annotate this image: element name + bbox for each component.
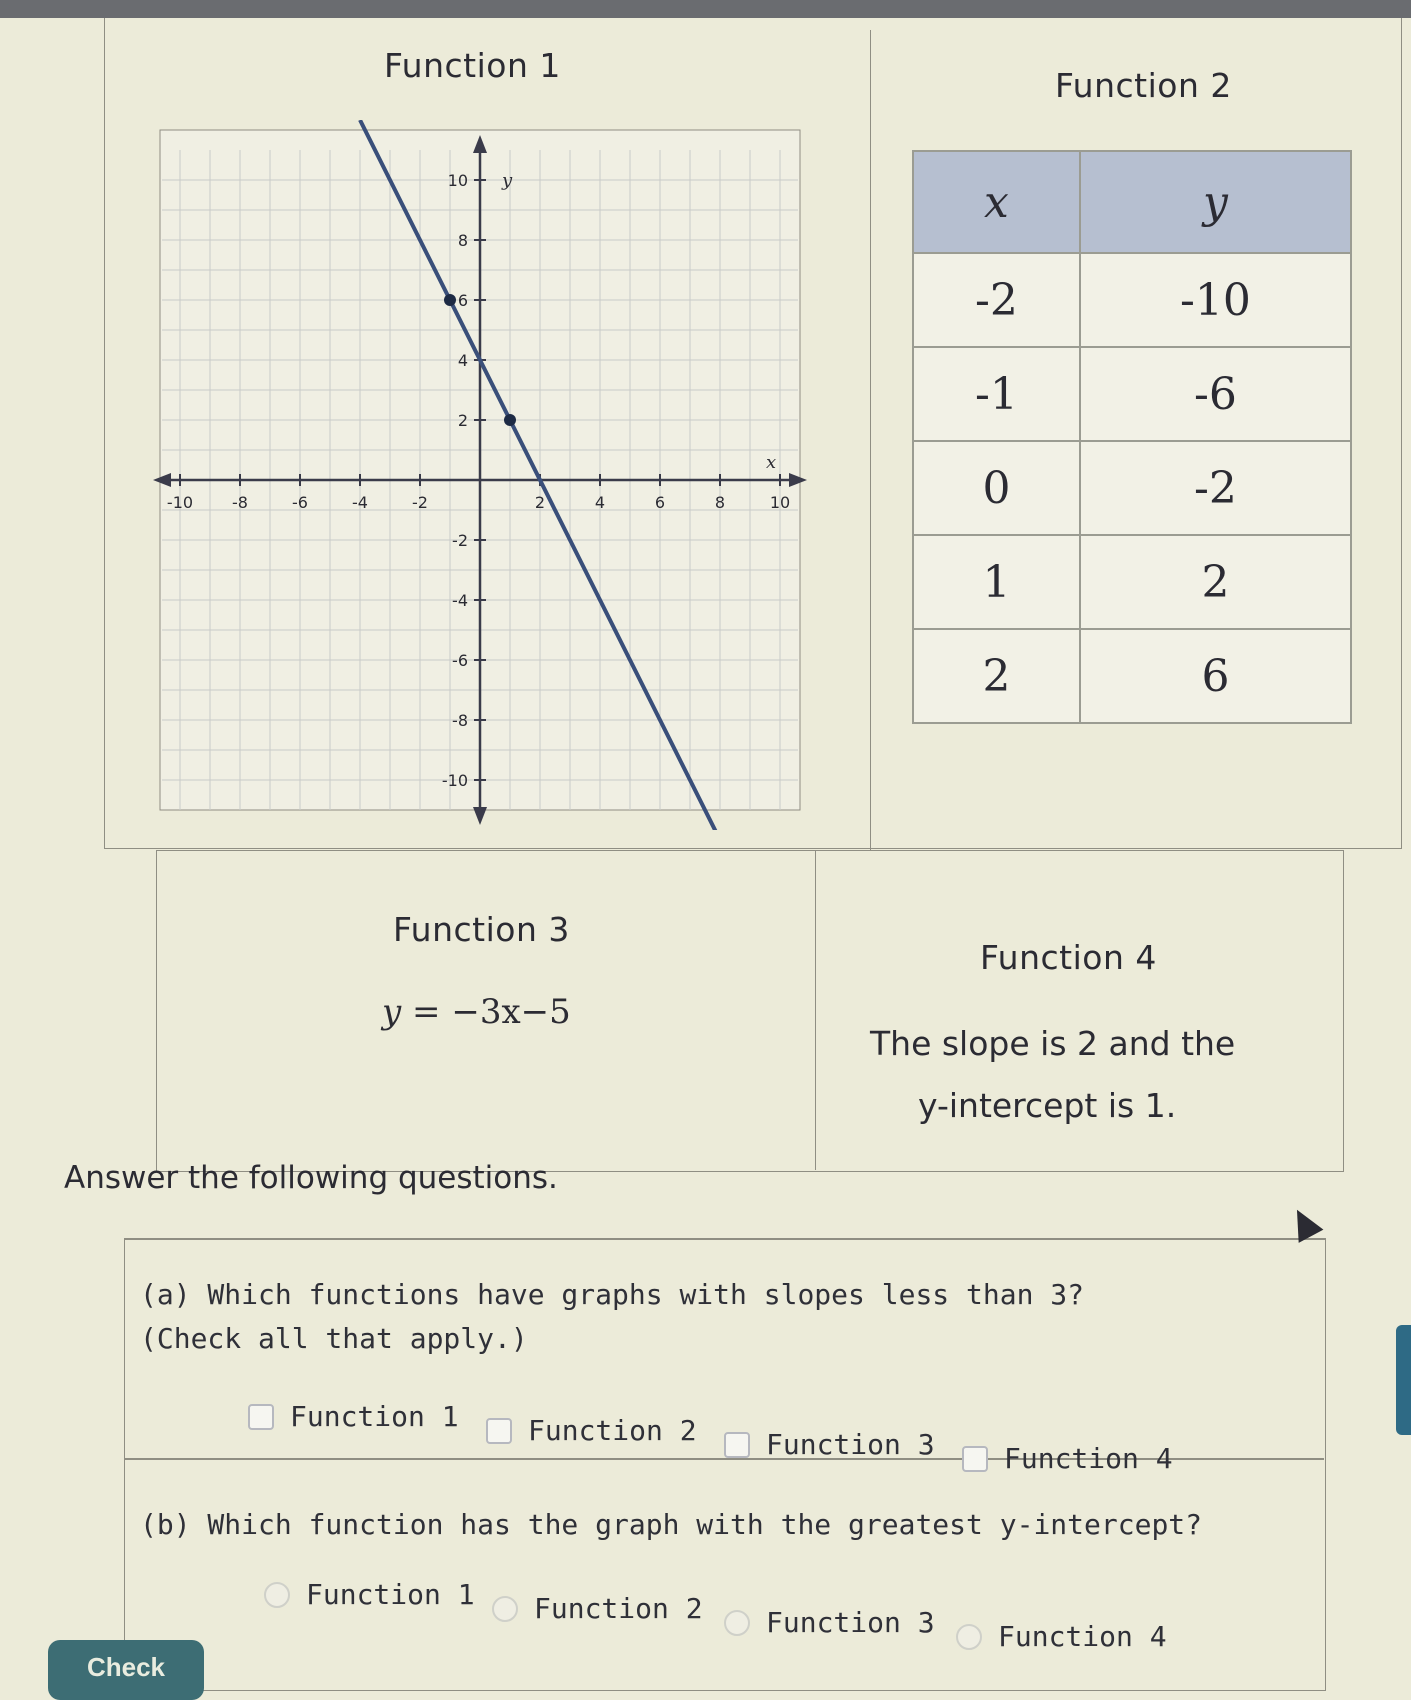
table-header-x: x — [913, 151, 1080, 253]
table-cell: 2 — [1080, 535, 1351, 629]
check-button[interactable]: Check — [48, 1640, 204, 1700]
radio-icon[interactable] — [724, 1610, 750, 1636]
table-cell: 6 — [1080, 629, 1351, 723]
y-tick-label: -8 — [452, 711, 468, 730]
radio-label: Function 1 — [306, 1578, 475, 1611]
function-divider-vertical-2 — [815, 850, 816, 1170]
table-header-y: y — [1080, 151, 1351, 253]
table-cell: -1 — [913, 347, 1080, 441]
table-cell: -10 — [1080, 253, 1351, 347]
equation-equals: = — [412, 992, 441, 1032]
table-cell: -6 — [1080, 347, 1351, 441]
y-tick-label: -10 — [441, 771, 468, 790]
y-tick-label: 4 — [457, 351, 468, 370]
function4-line2: y-intercept is 1. — [918, 1086, 1177, 1125]
equation-lhs: y — [382, 992, 402, 1032]
function2-title: Function 2 — [1055, 66, 1232, 105]
radio-icon[interactable] — [956, 1624, 982, 1650]
y-tick-label: 6 — [457, 291, 468, 310]
x-tick-label: -4 — [352, 493, 368, 512]
checkbox-label: Function 4 — [1004, 1442, 1173, 1475]
function4-line1: The slope is 2 and the — [870, 1024, 1236, 1063]
function3-equation — [382, 992, 571, 1032]
x-tick-label: 2 — [534, 493, 546, 512]
radio-label: Function 4 — [998, 1620, 1167, 1653]
table-row — [913, 629, 1351, 723]
x-tick-label: -8 — [232, 493, 248, 512]
checkbox-label: Function 3 — [766, 1428, 935, 1461]
function1-graph — [150, 120, 830, 830]
y-axis-arrow-down — [473, 807, 487, 825]
question-a-subtext: (Check all that apply.) — [140, 1322, 528, 1355]
line-point — [504, 414, 516, 426]
radio-icon[interactable] — [492, 1596, 518, 1622]
table-row — [913, 441, 1351, 535]
checkbox-label: Function 1 — [290, 1400, 459, 1433]
y-tick-label: 2 — [457, 411, 468, 430]
line-point — [444, 294, 456, 306]
function2-table — [912, 150, 1352, 724]
x-tick-label: -2 — [412, 493, 428, 512]
x-tick-label: 8 — [714, 493, 726, 512]
table-cell: 2 — [913, 629, 1080, 723]
y-tick-label: -2 — [452, 531, 468, 550]
checkbox-function1[interactable] — [248, 1400, 459, 1433]
y-tick-label: -4 — [452, 591, 468, 610]
checkbox-function3[interactable] — [724, 1428, 935, 1461]
radio-label: Function 2 — [534, 1592, 703, 1625]
y-axis-label: y — [502, 170, 513, 191]
radio-function3[interactable] — [724, 1606, 935, 1639]
checkbox-icon[interactable] — [486, 1418, 512, 1444]
function4-title: Function 4 — [980, 938, 1157, 977]
y-tick-label: 10 — [447, 171, 468, 190]
radio-function4[interactable] — [956, 1620, 1167, 1653]
checkbox-icon[interactable] — [248, 1404, 274, 1430]
x-tick-label: -6 — [292, 493, 308, 512]
questions-prompt: Answer the following questions. — [64, 1160, 558, 1196]
side-tab[interactable] — [1396, 1325, 1411, 1435]
table-cell: 1 — [913, 535, 1080, 629]
radio-function1[interactable] — [264, 1578, 475, 1611]
x-tick-label: 6 — [654, 493, 666, 512]
x-axis-label: x — [766, 452, 777, 473]
radio-function2[interactable] — [492, 1592, 703, 1625]
y-tick-label: -6 — [452, 651, 468, 670]
x-tick-label: -10 — [166, 493, 194, 512]
question-a-text: (a) Which functions have graphs with slopes less than 3? — [140, 1278, 1085, 1311]
checkbox-icon[interactable] — [724, 1432, 750, 1458]
question-b-text: (b) Which function has the graph with the greatest y-intercept? — [140, 1508, 1203, 1541]
table-row — [913, 347, 1351, 441]
equation-rhs: −3x−5 — [451, 992, 571, 1032]
table-row — [913, 535, 1351, 629]
checkbox-function4[interactable] — [962, 1442, 1173, 1475]
checkbox-function2[interactable] — [486, 1414, 697, 1447]
checkbox-label: Function 2 — [528, 1414, 697, 1447]
y-tick-label: 8 — [457, 231, 468, 250]
function3-title: Function 3 — [393, 910, 570, 949]
table-row — [913, 253, 1351, 347]
radio-icon[interactable] — [264, 1582, 290, 1608]
table-cell: -2 — [913, 253, 1080, 347]
x-tick-label: 10 — [769, 493, 791, 512]
function-divider-vertical — [870, 30, 871, 850]
table-cell: 0 — [913, 441, 1080, 535]
x-tick-label: 4 — [594, 493, 606, 512]
table-cell: -2 — [1080, 441, 1351, 535]
cursor-arrow-icon — [1285, 1203, 1324, 1243]
checkbox-icon[interactable] — [962, 1446, 988, 1472]
function1-title: Function 1 — [384, 46, 561, 85]
radio-label: Function 3 — [766, 1606, 935, 1639]
